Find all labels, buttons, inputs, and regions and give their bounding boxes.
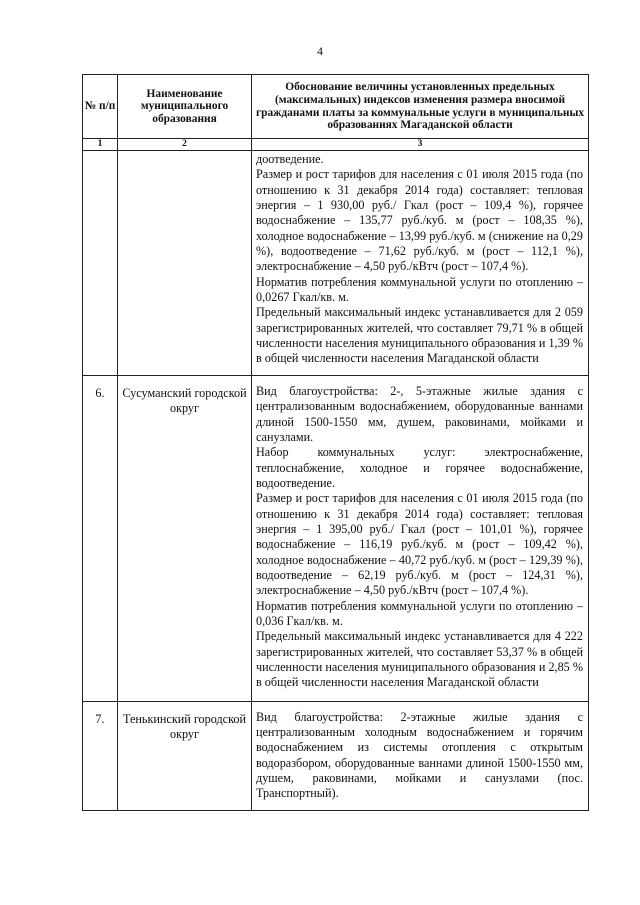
justification-paragraph: Размер и рост тарифов для населения с 01 июля 2015 года (по отношению к 31 декабря 2014 года) составляет: тепловая энергия – 1 930,00 руб./ Гкал (рост – 109,4 %), горячее водоснабжение – 135,77 руб./куб. м (рост – 108,35 %), холодное водоснабжение – 13,99 руб./куб. м (снижение на 0,29 %), водоотведение – 71,62 руб./куб. м (рост – 112,1 %), электроснабжение – 4,50 руб./кВтч (рост – 107,4 %). bbox=[256, 167, 583, 274]
table-row bbox=[83, 151, 589, 376]
justification-paragraph: Набор коммунальных услуг: электроснабжение, теплоснабжение, холодное и горячее водоснабжение, водоотведение. bbox=[256, 445, 583, 490]
table-row bbox=[83, 375, 589, 701]
table-header-row bbox=[83, 75, 589, 139]
justification-paragraph: доотведение. bbox=[256, 152, 324, 166]
justification-paragraph: Норматив потребления коммунальной услуги по отоплению – 0,036 Гкал/кв. м. bbox=[256, 598, 583, 628]
justification-paragraph: Предельный максимальный индекс устанавливается для 2 059 зарегистрированных жителей, что составляет 79,71 % в общей численности населения муниципального образования и 1,39 % в общей численности населения Магаданской области bbox=[256, 305, 583, 366]
header-municipality: Наименование муниципального образования bbox=[118, 75, 252, 139]
justification-cell bbox=[252, 701, 589, 810]
municipality-name: Сусуманский городской округ bbox=[118, 375, 252, 701]
column-number: 3 bbox=[252, 139, 589, 151]
justification-paragraph: Норматив потребления коммунальной услуги по отоплению – 0,0267 Гкал/кв. м. bbox=[256, 274, 583, 305]
justification-cell bbox=[252, 151, 589, 376]
municipality-name: Тенькинский городской округ bbox=[118, 701, 252, 810]
column-number-row bbox=[83, 139, 589, 151]
justification-cell bbox=[252, 375, 589, 701]
justification-paragraph: Вид благоустройства: 2-, 5-этажные жилые здания с централизованным водоснабжением, оборудованные ваннами длиной 1500-1550 мм, душем, раковинами, мойками и санузлами. bbox=[256, 383, 583, 444]
justification-paragraph: Предельный максимальный индекс устанавливается для 4 222 зарегистрированных жителей, что составляет 53,37 % в общей численности населения муниципального образования и 2,85 % в общей численности населения Магаданской области bbox=[256, 629, 583, 690]
tariff-table bbox=[82, 74, 589, 811]
row-number: 7. bbox=[83, 701, 118, 810]
column-number: 1 bbox=[83, 139, 118, 151]
header-number: № п/п bbox=[83, 75, 118, 139]
page-number: 4 bbox=[317, 44, 323, 58]
header-justification: Обоснование величины установленных предельных (максимальных) индексов изменения размера вносимой гражданами платы за коммунальные услуги в муниципальных образованиях Магаданской области bbox=[252, 75, 589, 139]
justification-paragraph: Вид благоустройства: 2-этажные жилые здания с централизованным холодным водоснабжением и горячим водоснабжением из системы отопления с открытым водоразбором, оборудованные ваннами длиной 1500-1550 мм, душем, раковинами, мойками и санузлами (пос. Транспортный). bbox=[256, 709, 583, 801]
row-number bbox=[83, 151, 118, 376]
column-number: 2 bbox=[118, 139, 252, 151]
row-number: 6. bbox=[83, 375, 118, 701]
municipality-name bbox=[118, 151, 252, 376]
justification-paragraph: Размер и рост тарифов для населения с 01 июля 2015 года (по отношению к 31 декабря 2014 года) составляет: тепловая энергия – 1 395,00 руб./ Гкал (рост – 101,01 %), горячее водоснабжение – 116,19 руб./куб. м (рост – 109,42 %), холодное водоснабжение – 40,72 руб./куб. м (рост – 129,39 %), водоотведение – 62,19 руб./куб. м (рост – 124,31 %), электроснабжение – 4,50 руб./кВтч (рост – 107,4 %). bbox=[256, 491, 583, 598]
table-row bbox=[83, 701, 589, 810]
